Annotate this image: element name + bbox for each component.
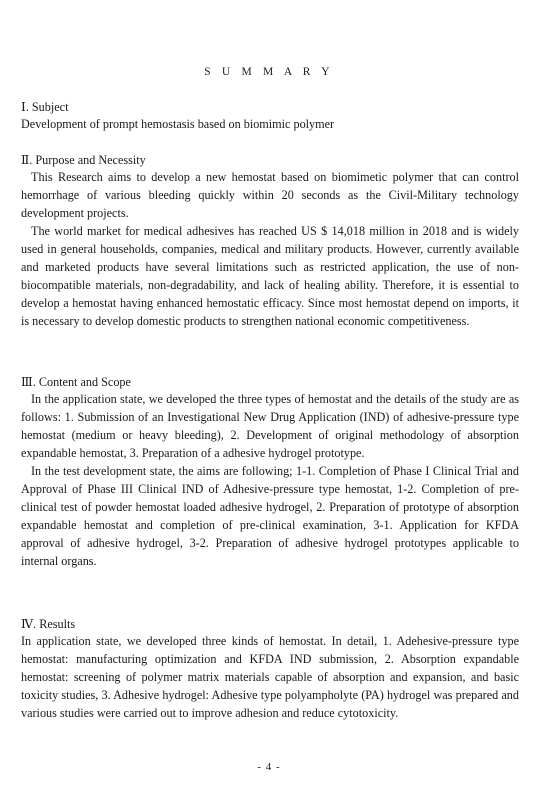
paragraph: This Research aims to develop a new hemostat based on biomimetic polymer that can control hemorrhage of various bleeding quickly within 20 seconds as the Civil-Military technology development projects.	[21, 170, 519, 220]
page-number: - 4 -	[257, 761, 281, 773]
paragraph: In the application state, we developed the three types of hemostat and the details of the study are as follows: 1. Submission of an Investigational New Drug Application (IND) of adhesive-pressure type hemostat (medium or heavy bleeding), 2. Development of original methodology of absorption expandable hemostat, 3. Preparation of a adhesive hydrogel prototype.	[21, 392, 519, 460]
section-purpose	[21, 152, 519, 330]
summary-title: S U M M A R Y	[204, 66, 334, 78]
section-heading: Ⅲ. Content and Scope	[21, 375, 131, 389]
section-results	[21, 616, 519, 722]
paragraph: The world market for medical adhesives has reached US $ 14,018 million in 2018 and is widely used in general households, companies, medical and military products. However, currently available and marketed products have several limitations such as restricted application, the use of non-biocompatible materials, non-degradability, and lack of healing ability. Therefore, it is essential to develop a hemostat having enhanced hemostatic efficacy. Since most hemostat depend on imports, it is necessary to develop domestic products to strengthen national economic competitiveness.	[21, 224, 519, 328]
section-content-scope	[21, 374, 519, 570]
section-heading: Ⅰ. Subject	[21, 100, 69, 114]
section-heading: Ⅳ. Results	[21, 617, 76, 631]
section-heading: Ⅱ. Purpose and Necessity	[21, 153, 146, 167]
paragraph: Development of prompt hemostasis based on biomimic polymer	[21, 117, 335, 131]
paragraph: In the test development state, the aims are following; 1-1. Completion of Phase I Clinical Trial and Approval of Phase III Clinical IND of Adhesive-pressure type hemostat, 1-2. Completion of pre-clinical test of powder hemostat loaded adhesive hydrogel, 2. Preparation of prototype of absorption expandable hemostat and completion of pre-clinical examination, 3-1. Application for KFDA approval of adhesive hydrogel, 3-2. Preparation of adhesive hydrogel prototypes applicable to internal organs.	[21, 464, 519, 568]
paragraph: In application state, we developed three kinds of hemostat. In detail, 1. Adehesive-pressure type hemostat: manufacturing optimization and KFDA IND submission, 2. Absorption expandable hemostat: screening of polymer matrix materials capable of absorption and expansion, and basic toxicity studies, 3. Adhesive hydrogel: Adhesive type polyampholyte (PA) hydrogel was prepared and various studies were carried out to improve adhesion and reduce cytotoxicity.	[21, 634, 519, 720]
section-subject	[21, 99, 519, 133]
